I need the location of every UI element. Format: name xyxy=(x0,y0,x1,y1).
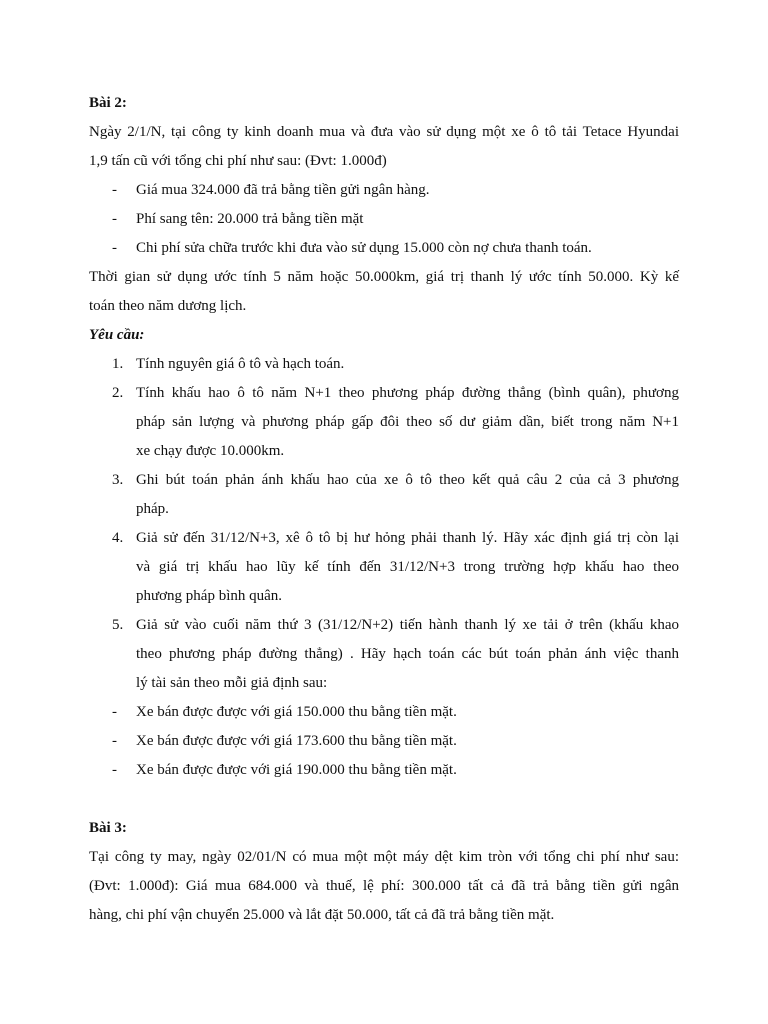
requirement-3-line-1: Ghi bút toán phản ánh khấu hao của xe ô tô theo kết quả câu 2 của cả 3 phương xyxy=(136,472,679,488)
requirement-2-line-2: pháp sản lượng và phương pháp gấp đôi theo số dư giảm dần, biết trong năm N+1 xyxy=(136,414,679,430)
exercise-2-info-line-2: toán theo năm dương lịch. xyxy=(89,298,247,314)
requirement-number: 5. xyxy=(112,617,124,633)
exercise-3-line-2: (Đvt: 1.000đ): Giá mua 684.000 và thuế, lệ phí: 300.000 tất cả đã trả bằng tiền gửi ngân xyxy=(89,878,679,894)
scenario-3: Xe bán được được với giá 190.000 thu bằng tiền mặt. xyxy=(136,762,457,778)
requirement-number: 2. xyxy=(112,385,124,401)
requirement-1-text: Tính nguyên giá ô tô và hạch toán. xyxy=(136,356,345,372)
requirement-3-line-2: pháp. xyxy=(136,501,169,517)
exercise-2-title: Bài 2: xyxy=(89,95,127,111)
requirement-4-line-1: Giả sử đến 31/12/N+3, xê ô tô bị hư hỏng phải thanh lý. Hãy xác định giá trị còn lại xyxy=(136,530,679,546)
scenario-2: Xe bán được được với giá 173.600 thu bằng tiền mặt. xyxy=(136,733,457,749)
cost-item-purchase: Giá mua 324.000 đã trả bằng tiền gửi ngân hàng. xyxy=(136,182,430,198)
exercise-2-info-line-1: Thời gian sử dụng ước tính 5 năm hoặc 50.000km, giá trị thanh lý ước tính 50.000. Kỳ kế xyxy=(89,269,679,285)
cost-item-repair: Chi phí sửa chữa trước khi đưa vào sử dụng 15.000 còn nợ chưa thanh toán. xyxy=(136,240,592,256)
requirement-5-line-1: Giả sử vào cuối năm thứ 3 (31/12/N+2) tiến hành thanh lý xe tải ở trên (khấu khao xyxy=(136,617,679,633)
requirement-4-line-2: và giá trị khấu hao lũy kế tính đến 31/12/N+3 trong trường hợp khấu hao theo xyxy=(136,559,679,575)
requirement-2-line-3: xe chạy được 10.000km. xyxy=(136,443,285,459)
requirement-4-line-3: phương pháp bình quân. xyxy=(136,588,283,604)
bullet-dash: - xyxy=(112,211,117,227)
bullet-dash: - xyxy=(112,704,117,720)
scenario-1: Xe bán được được với giá 150.000 thu bằng tiền mặt. xyxy=(136,704,457,720)
exercise-2-intro-line-1: Ngày 2/1/N, tại công ty kinh doanh mua và đưa vào sử dụng một xe ô tô tải Tetace Hyundai xyxy=(89,124,679,140)
requirement-number: 3. xyxy=(112,472,124,488)
requirement-5-line-2: theo phương pháp đường thẳng) . Hãy hạch toán các bút toán phản ánh việc thanh xyxy=(136,646,679,662)
cost-item-transfer-fee: Phí sang tên: 20.000 trả bằng tiền mặt xyxy=(136,211,364,227)
requirement-number: 4. xyxy=(112,530,124,546)
exercise-3-line-3: hàng, chi phí vận chuyển 25.000 và lắt đặt 50.000, tất cả đã trả bằng tiền mặt. xyxy=(89,907,555,923)
bullet-dash: - xyxy=(112,182,117,198)
exercise-3-line-1: Tại công ty may, ngày 02/01/N có mua một một máy dệt kim tròn với tổng chi phí như sau: xyxy=(89,849,679,865)
bullet-dash: - xyxy=(112,733,117,749)
exercise-2-intro-line-2: 1,9 tấn cũ với tổng chi phí như sau: (Đvt: 1.000đ) xyxy=(89,153,387,169)
requirements-label: Yêu cầu: xyxy=(89,327,145,343)
bullet-dash: - xyxy=(112,762,117,778)
requirement-2-line-1: Tính khấu hao ô tô năm N+1 theo phương pháp đường thẳng (bình quân), phương xyxy=(136,385,679,401)
bullet-dash: - xyxy=(112,240,117,256)
exercise-3-title: Bài 3: xyxy=(89,820,127,836)
requirement-number: 1. xyxy=(112,356,124,372)
requirement-5-line-3: lý tài sản theo mỗi giả định sau: xyxy=(136,675,328,691)
